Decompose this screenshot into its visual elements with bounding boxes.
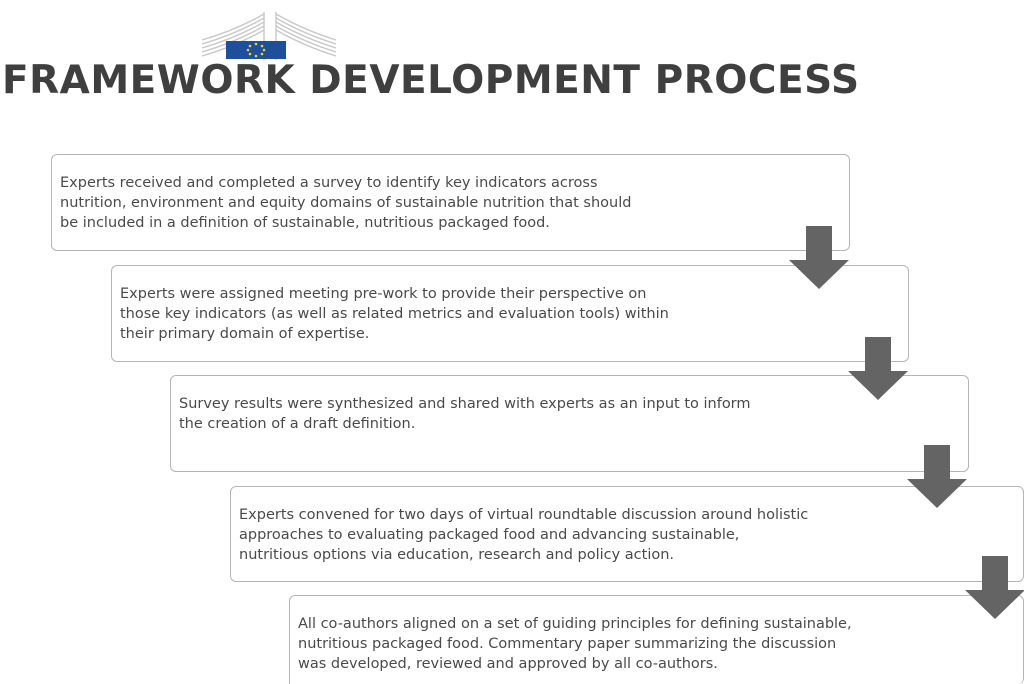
arrow-down-icon bbox=[963, 556, 1024, 620]
process-step-3-text: Survey results were synthesized and shared with experts as an input to inform the creation of a draft definition. bbox=[179, 396, 751, 432]
process-step-1 bbox=[51, 154, 850, 251]
process-step-4-text: Experts convened for two days of virtual roundtable discussion around holistic approaches to evaluating packaged food and advancing sustainable, nutritious options via education, research and policy action. bbox=[239, 507, 809, 563]
arrow-down-icon bbox=[846, 337, 910, 401]
process-step-5 bbox=[289, 595, 1024, 684]
process-step-2-text: Experts were assigned meeting pre-work to provide their perspective on those key indicators (as well as related metrics and evaluation tools) within their primary domain of expertise. bbox=[120, 286, 669, 342]
process-step-1-text: Experts received and completed a survey to identify key indicators across nutrition, environment and equity domains of sustainable nutrition that should be included in a definition of sustainable, nutritious packaged food. bbox=[60, 175, 632, 231]
arrow-down-icon bbox=[787, 226, 851, 290]
arrow-down-icon bbox=[905, 445, 969, 509]
european-commission-logo-icon bbox=[196, 10, 342, 62]
page-title: FRAMEWORK DEVELOPMENT PROCESS bbox=[2, 58, 860, 103]
process-step-5-text: All co-authors aligned on a set of guiding principles for defining sustainable, nutritious packaged food. Commentary paper summarizing the discussion was developed, reviewed and approved by all co-authors. bbox=[298, 616, 852, 672]
